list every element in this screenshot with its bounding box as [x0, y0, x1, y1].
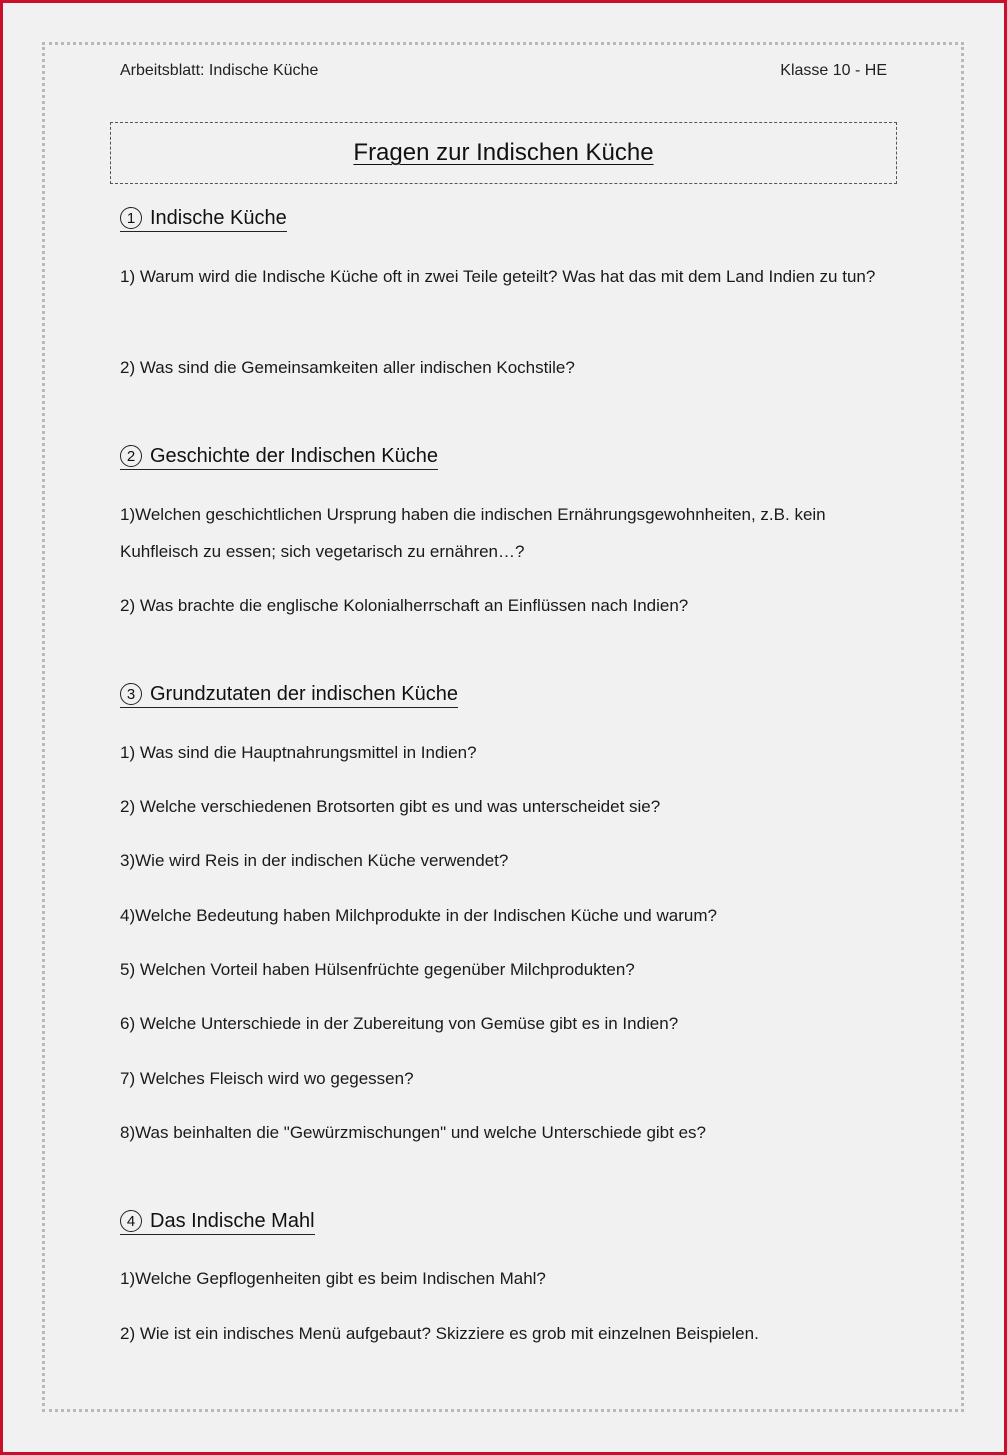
- page-title: Fragen zur Indischen Küche: [353, 139, 654, 166]
- section-heading-2: [120, 444, 438, 470]
- section-heading-text: Grundzutaten der indischen Küche: [150, 683, 458, 705]
- question-3-1: 1) Was sind die Hauptnahrungsmittel in Indien?: [120, 743, 477, 762]
- question-3-5: 5) Welchen Vorteil haben Hülsenfrüchte gegenüber Milchprodukten?: [120, 960, 635, 979]
- page-border: [42, 42, 964, 1412]
- question-4-1: 1)Welche Gepflogenheiten gibt es beim Indischen Mahl?: [120, 1269, 546, 1288]
- section-heading-text: Das Indische Mahl: [150, 1210, 315, 1232]
- question-2-2: 2) Was brachte die englische Kolonialherrschaft an Einflüssen nach Indien?: [120, 596, 689, 615]
- question-3-2: 2) Welche verschiedenen Brotsorten gibt es und was unterscheidet sie?: [120, 797, 661, 816]
- question-1-1: 1) Warum wird die Indische Küche oft in zwei Teile geteilt? Was hat das mit dem Land Indien zu tun?: [120, 267, 876, 286]
- section-number-4: 4: [120, 1210, 142, 1232]
- question-3-8: 8)Was beinhalten die "Gewürzmischungen" und welche Unterschiede gibt es?: [120, 1123, 706, 1142]
- question-3-3: 3)Wie wird Reis in der indischen Küche verwendet?: [120, 851, 509, 870]
- question-4-2: 2) Wie ist ein indisches Menü aufgebaut? Skizziere es grob mit einzelnen Beispielen.: [120, 1324, 759, 1343]
- section-heading-text: Indische Küche: [150, 207, 287, 229]
- section-heading-text: Geschichte der Indischen Küche: [150, 445, 438, 467]
- section-heading-3: [120, 682, 458, 708]
- section-number-3: 3: [120, 683, 142, 705]
- question-3-7: 7) Welches Fleisch wird wo gegessen?: [120, 1069, 414, 1088]
- section-heading-4: [120, 1209, 315, 1235]
- worksheet-label: Arbeitsblatt: Indische Küche: [120, 62, 319, 79]
- title-box: [110, 122, 897, 184]
- section-heading-1: [120, 206, 287, 232]
- question-3-4: 4)Welche Bedeutung haben Milchprodukte in der Indischen Küche und warum?: [120, 906, 717, 925]
- question-1-2: 2) Was sind die Gemeinsamkeiten aller indischen Kochstile?: [120, 358, 575, 377]
- question-3-6: 6) Welche Unterschiede in der Zubereitung von Gemüse gibt es in Indien?: [120, 1014, 679, 1033]
- section-number-2: 2: [120, 445, 142, 467]
- section-number-1: 1: [120, 207, 142, 229]
- question-2-1: 1)Welchen geschichtlichen Ursprung haben die indischen Ernährungsgewohnheiten, z.B. kein Kuhfleisch zu essen; sich vegetarisch zu ernähren…?: [120, 505, 826, 561]
- class-label: Klasse 10 - HE: [780, 62, 887, 79]
